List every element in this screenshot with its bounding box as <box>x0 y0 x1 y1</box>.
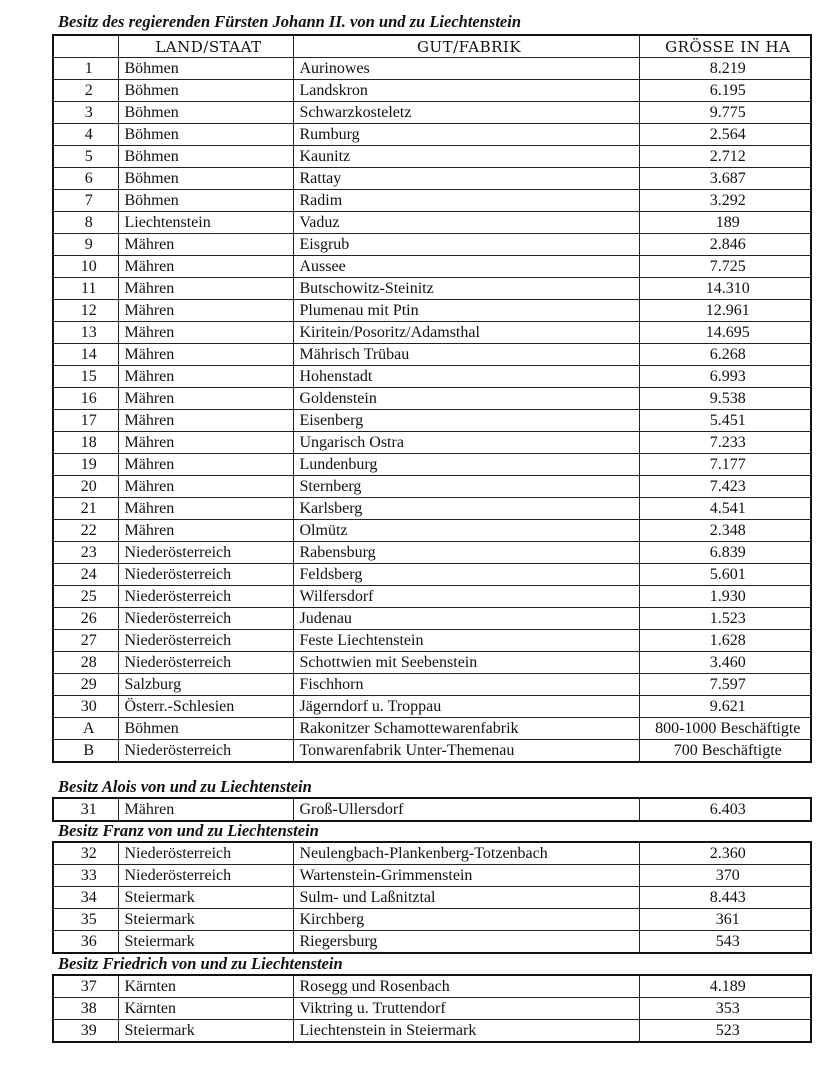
size-cell: 4.541 <box>639 498 811 520</box>
table-row <box>53 740 811 763</box>
gut-cell: Mährisch Trübau <box>293 344 639 366</box>
size-cell: 1.523 <box>639 608 811 630</box>
land-cell: Böhmen <box>118 190 293 212</box>
land-cell: Niederösterreich <box>118 564 293 586</box>
gut-cell: Feste Liechtenstein <box>293 630 639 652</box>
size-cell: 6.195 <box>639 80 811 102</box>
row-number: 35 <box>53 909 118 931</box>
size-cell: 6.993 <box>639 366 811 388</box>
table-row <box>53 542 811 564</box>
table-row <box>53 696 811 718</box>
alois-table-body <box>53 798 811 821</box>
size-cell: 9.775 <box>639 102 811 124</box>
land-cell: Steiermark <box>118 1020 293 1043</box>
table-row <box>53 278 811 300</box>
land-cell: Mähren <box>118 454 293 476</box>
gut-cell: Rabensburg <box>293 542 639 564</box>
row-number: 31 <box>53 798 118 821</box>
gut-cell: Kaunitz <box>293 146 639 168</box>
row-number: 16 <box>53 388 118 410</box>
table-row <box>53 674 811 696</box>
table-row <box>53 798 811 821</box>
table-row <box>53 476 811 498</box>
friedrich-table <box>52 974 812 1043</box>
row-number: 1 <box>53 58 118 80</box>
size-cell: 6.403 <box>639 798 811 821</box>
friedrich-table-body <box>53 975 811 1042</box>
size-cell: 7.177 <box>639 454 811 476</box>
row-number: 21 <box>53 498 118 520</box>
land-cell: Steiermark <box>118 909 293 931</box>
table-row <box>53 975 811 998</box>
row-number: 32 <box>53 842 118 865</box>
size-cell: 9.621 <box>639 696 811 718</box>
size-cell: 7.597 <box>639 674 811 696</box>
size-cell: 523 <box>639 1020 811 1043</box>
size-cell: 370 <box>639 865 811 887</box>
size-cell: 353 <box>639 998 811 1020</box>
gut-cell: Tonwarenfabrik Unter-Themenau <box>293 740 639 763</box>
table-row <box>53 454 811 476</box>
row-number: 2 <box>53 80 118 102</box>
land-cell: Kärnten <box>118 975 293 998</box>
header-land: LAND/STAAT <box>118 35 293 58</box>
size-cell: 2.360 <box>639 842 811 865</box>
size-cell: 7.233 <box>639 432 811 454</box>
land-cell: Mähren <box>118 410 293 432</box>
gut-cell: Sulm- und Laßnitztal <box>293 887 639 909</box>
size-cell: 3.687 <box>639 168 811 190</box>
table-row <box>53 124 811 146</box>
row-number: 20 <box>53 476 118 498</box>
land-cell: Salzburg <box>118 674 293 696</box>
land-cell: Niederösterreich <box>118 842 293 865</box>
table-row <box>53 432 811 454</box>
size-cell: 2.348 <box>639 520 811 542</box>
land-cell: Niederösterreich <box>118 630 293 652</box>
table-row <box>53 652 811 674</box>
land-cell: Böhmen <box>118 124 293 146</box>
gut-cell: Lundenburg <box>293 454 639 476</box>
size-cell: 189 <box>639 212 811 234</box>
row-number: 8 <box>53 212 118 234</box>
gut-cell: Rumburg <box>293 124 639 146</box>
size-cell: 9.538 <box>639 388 811 410</box>
size-cell: 6.268 <box>639 344 811 366</box>
table-row <box>53 322 811 344</box>
table-row <box>53 865 811 887</box>
land-cell: Niederösterreich <box>118 608 293 630</box>
size-cell: 12.961 <box>639 300 811 322</box>
land-cell: Mähren <box>118 322 293 344</box>
land-cell: Mähren <box>118 344 293 366</box>
size-cell: 14.310 <box>639 278 811 300</box>
table-row <box>53 80 811 102</box>
size-cell: 2.564 <box>639 124 811 146</box>
franz-table <box>52 841 812 954</box>
table-row <box>53 887 811 909</box>
gut-cell: Neulengbach-Plankenberg-Totzenbach <box>293 842 639 865</box>
gut-cell: Fischhorn <box>293 674 639 696</box>
gut-cell: Feldsberg <box>293 564 639 586</box>
size-cell: 6.839 <box>639 542 811 564</box>
size-cell: 3.292 <box>639 190 811 212</box>
gut-cell: Kirchberg <box>293 909 639 931</box>
table-row <box>53 234 811 256</box>
main-title: Besitz des regierenden Fürsten Johann II. von und zu Liechtenstein <box>58 12 521 31</box>
table-row <box>53 842 811 865</box>
table-row <box>53 344 811 366</box>
table-row <box>53 998 811 1020</box>
size-cell: 7.725 <box>639 256 811 278</box>
land-cell: Mähren <box>118 234 293 256</box>
land-cell: Niederösterreich <box>118 542 293 564</box>
gut-cell: Groß-Ullersdorf <box>293 798 639 821</box>
table-row <box>53 931 811 954</box>
size-cell: 4.189 <box>639 975 811 998</box>
row-number: 33 <box>53 865 118 887</box>
size-cell: 5.451 <box>639 410 811 432</box>
land-cell: Steiermark <box>118 931 293 954</box>
land-cell: Böhmen <box>118 58 293 80</box>
row-number: 13 <box>53 322 118 344</box>
size-cell: 8.219 <box>639 58 811 80</box>
table-row <box>53 146 811 168</box>
row-number: 24 <box>53 564 118 586</box>
header-gut: GUT/FABRIK <box>293 35 639 58</box>
size-cell: 7.423 <box>639 476 811 498</box>
gut-cell: Sternberg <box>293 476 639 498</box>
gut-cell: Wilfersdorf <box>293 586 639 608</box>
row-number: 11 <box>53 278 118 300</box>
main-table <box>52 34 812 763</box>
row-number: 17 <box>53 410 118 432</box>
table-row <box>53 190 811 212</box>
row-number: 9 <box>53 234 118 256</box>
gut-cell: Karlsberg <box>293 498 639 520</box>
header-row <box>53 35 811 58</box>
table-row <box>53 909 811 931</box>
gut-cell: Judenau <box>293 608 639 630</box>
table-row <box>53 630 811 652</box>
franz-table-body <box>53 842 811 953</box>
row-number: 23 <box>53 542 118 564</box>
land-cell: Mähren <box>118 798 293 821</box>
row-number: 27 <box>53 630 118 652</box>
header-num <box>53 35 118 58</box>
row-number: 12 <box>53 300 118 322</box>
header-size: GRÖSSE IN HA <box>639 35 811 58</box>
gut-cell: Butschowitz-Steinitz <box>293 278 639 300</box>
size-cell: 1.628 <box>639 630 811 652</box>
row-number: 25 <box>53 586 118 608</box>
land-cell: Mähren <box>118 366 293 388</box>
gut-cell: Goldenstein <box>293 388 639 410</box>
row-number: 36 <box>53 931 118 954</box>
row-number: 6 <box>53 168 118 190</box>
gut-cell: Ungarisch Ostra <box>293 432 639 454</box>
size-cell: 2.846 <box>639 234 811 256</box>
gut-cell: Jägerndorf u. Troppau <box>293 696 639 718</box>
row-number: 18 <box>53 432 118 454</box>
gut-cell: Aurinowes <box>293 58 639 80</box>
main-table-body <box>53 58 811 763</box>
land-cell: Mähren <box>118 432 293 454</box>
land-cell: Böhmen <box>118 168 293 190</box>
alois-table <box>52 797 812 822</box>
row-number: 34 <box>53 887 118 909</box>
land-cell: Böhmen <box>118 718 293 740</box>
table-row <box>53 520 811 542</box>
row-number: 10 <box>53 256 118 278</box>
gut-cell: Eisgrub <box>293 234 639 256</box>
land-cell: Böhmen <box>118 102 293 124</box>
size-cell: 3.460 <box>639 652 811 674</box>
row-number: 5 <box>53 146 118 168</box>
friedrich-title: Besitz Friedrich von und zu Liechtenstein <box>58 954 343 973</box>
table-row <box>53 718 811 740</box>
land-cell: Mähren <box>118 256 293 278</box>
gut-cell: Vaduz <box>293 212 639 234</box>
land-cell: Steiermark <box>118 887 293 909</box>
table-row <box>53 586 811 608</box>
land-cell: Mähren <box>118 388 293 410</box>
gut-cell: Wartenstein-Grimmenstein <box>293 865 639 887</box>
land-cell: Mähren <box>118 300 293 322</box>
row-number: 22 <box>53 520 118 542</box>
size-cell: 800-1000 Beschäftigte <box>639 718 811 740</box>
gut-cell: Viktring u. Truttendorf <box>293 998 639 1020</box>
row-number: 14 <box>53 344 118 366</box>
land-cell: Niederösterreich <box>118 865 293 887</box>
size-cell: 5.601 <box>639 564 811 586</box>
land-cell: Kärnten <box>118 998 293 1020</box>
franz-title: Besitz Franz von und zu Liechtenstein <box>58 821 319 840</box>
gut-cell: Schottwien mit Seebenstein <box>293 652 639 674</box>
size-cell: 361 <box>639 909 811 931</box>
gut-cell: Eisenberg <box>293 410 639 432</box>
land-cell: Böhmen <box>118 80 293 102</box>
gut-cell: Riegersburg <box>293 931 639 954</box>
size-cell: 543 <box>639 931 811 954</box>
land-cell: Mähren <box>118 520 293 542</box>
gut-cell: Rakonitzer Schamottewarenfabrik <box>293 718 639 740</box>
gut-cell: Olmütz <box>293 520 639 542</box>
table-row <box>53 498 811 520</box>
table-row <box>53 410 811 432</box>
table-row <box>53 58 811 80</box>
gut-cell: Hohenstadt <box>293 366 639 388</box>
table-row <box>53 608 811 630</box>
row-number: 29 <box>53 674 118 696</box>
row-number: 15 <box>53 366 118 388</box>
row-number: 4 <box>53 124 118 146</box>
table-row <box>53 564 811 586</box>
gut-cell: Rattay <box>293 168 639 190</box>
table-row <box>53 388 811 410</box>
size-cell: 2.712 <box>639 146 811 168</box>
size-cell: 8.443 <box>639 887 811 909</box>
row-number: 38 <box>53 998 118 1020</box>
table-row <box>53 300 811 322</box>
gut-cell: Rosegg und Rosenbach <box>293 975 639 998</box>
land-cell: Niederösterreich <box>118 652 293 674</box>
land-cell: Liechtenstein <box>118 212 293 234</box>
table-row <box>53 366 811 388</box>
gut-cell: Kiritein/Posoritz/Adamsthal <box>293 322 639 344</box>
table-row <box>53 102 811 124</box>
row-number: A <box>53 718 118 740</box>
gut-cell: Schwarzkosteletz <box>293 102 639 124</box>
table-row <box>53 1020 811 1043</box>
row-number: 39 <box>53 1020 118 1043</box>
gut-cell: Aussee <box>293 256 639 278</box>
land-cell: Niederösterreich <box>118 586 293 608</box>
table-row <box>53 256 811 278</box>
alois-title: Besitz Alois von und zu Liechtenstein <box>58 777 312 796</box>
row-number: B <box>53 740 118 763</box>
row-number: 19 <box>53 454 118 476</box>
size-cell: 14.695 <box>639 322 811 344</box>
row-number: 28 <box>53 652 118 674</box>
row-number: 30 <box>53 696 118 718</box>
land-cell: Österr.-Schlesien <box>118 696 293 718</box>
table-row <box>53 168 811 190</box>
gut-cell: Radim <box>293 190 639 212</box>
land-cell: Mähren <box>118 498 293 520</box>
gut-cell: Plumenau mit Ptin <box>293 300 639 322</box>
size-cell: 700 Beschäftigte <box>639 740 811 763</box>
land-cell: Niederösterreich <box>118 740 293 763</box>
row-number: 26 <box>53 608 118 630</box>
table-row <box>53 212 811 234</box>
gut-cell: Liechtenstein in Steiermark <box>293 1020 639 1043</box>
row-number: 37 <box>53 975 118 998</box>
gut-cell: Landskron <box>293 80 639 102</box>
land-cell: Böhmen <box>118 146 293 168</box>
land-cell: Mähren <box>118 476 293 498</box>
land-cell: Mähren <box>118 278 293 300</box>
size-cell: 1.930 <box>639 586 811 608</box>
row-number: 3 <box>53 102 118 124</box>
row-number: 7 <box>53 190 118 212</box>
